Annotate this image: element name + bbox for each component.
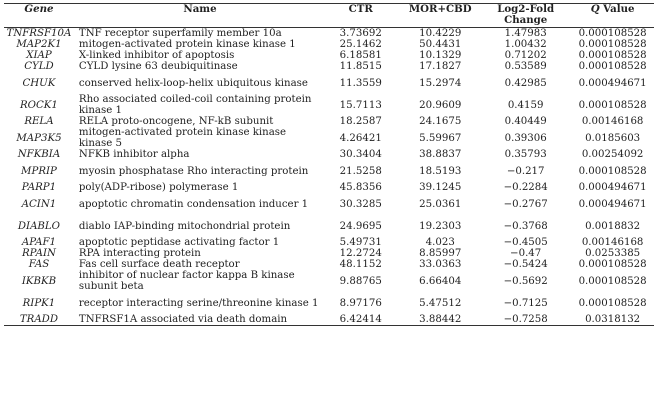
ctr-cell: 3.73692 [339,28,382,39]
mor-cbd-cell: 5.59967 [419,132,462,144]
ctr-cell: 30.3404 [339,149,382,160]
gene-cell: RELA [24,116,54,127]
table-row [4,237,654,248]
header-name: Name [74,4,321,28]
q-value-cell: 0.000108528 [578,259,647,270]
table-row [4,292,654,314]
header-q-value [571,4,654,28]
name-cell: mitogen-activated protein kinase kinase 1 [78,39,296,50]
header-q-rest: Value [599,3,635,15]
mor-cbd-cell: 15.2974 [419,77,462,89]
table-row [4,39,654,50]
gene-cell: MPRIP [21,165,57,177]
header-gene: Gene [4,4,74,28]
gene-cell: CHUK [22,77,56,89]
log2fc-cell: 0.40449 [504,116,547,127]
table-row [4,248,654,259]
mor-cbd-cell: 24.1675 [419,116,462,127]
ctr-cell: 6.42414 [321,314,400,326]
table-body [4,28,654,326]
mor-cbd-cell: 38.8837 [419,149,462,160]
q-value-cell: 0.00146168 [581,237,644,248]
table-header [4,4,654,28]
name-cell: diablo IAP-binding mitochondrial protein [78,220,291,232]
q-value-cell: 0.000108528 [578,99,647,111]
log2fc-cell: −0.217 [506,165,545,177]
ctr-cell: 45.8356 [339,182,382,193]
table-row [4,270,654,292]
q-value-cell: 0.0018832 [585,220,641,232]
q-value-cell: 0.0318132 [571,314,654,326]
q-value-cell: 0.000108528 [578,28,647,39]
mor-cbd-cell: 5.47512 [419,297,462,309]
ctr-cell: 9.88765 [339,275,382,287]
name-cell: CYLD lysine 63 deubiquitinase [78,61,238,72]
mor-cbd-cell: 19.2303 [419,220,462,232]
log2fc-cell: 0.53589 [504,61,547,72]
gene-cell: MAP2K1 [16,39,62,50]
gene-expression-table [4,3,654,326]
log2fc-cell: −0.5692 [503,275,548,287]
q-value-cell: 0.000108528 [578,275,647,287]
q-value-cell: 0.000494671 [578,198,647,210]
q-value-cell: 0.00146168 [581,116,644,127]
q-value-cell: 0.000108528 [578,50,647,61]
table-row [4,72,654,94]
gene-cell: MAP3K5 [16,132,62,144]
log2fc-cell: 0.71202 [504,50,547,61]
ctr-cell: 6.18581 [339,50,382,61]
log2fc-cell: 0.4159 [507,99,544,111]
table-row [4,116,654,127]
log2fc-cell: −0.47 [510,248,542,259]
q-value-cell: 0.000108528 [578,297,647,309]
gene-cell: ROCK1 [19,99,58,111]
log2fc-cell: −0.2284 [503,182,548,193]
name-cell: inhibitor of nuclear factor kappa B kinase subunit beta [78,270,295,292]
mor-cbd-cell: 8.85997 [419,248,462,259]
gene-cell: NFKBIA [17,149,61,160]
ctr-cell: 25.1462 [339,39,382,50]
name-cell: poly(ADP-ribose) polymerase 1 [78,182,239,193]
log2fc-cell: −0.7125 [503,297,548,309]
log2fc-cell: 0.35793 [504,149,547,160]
name-cell: TNFRSF1A associated via death domain [74,314,321,326]
header-row [4,4,654,28]
ctr-cell: 48.1152 [339,259,382,270]
mor-cbd-cell: 4.023 [425,237,455,248]
q-value-cell: 0.000494671 [578,77,647,89]
ctr-cell: 4.26421 [339,132,382,144]
gene-cell: DIABLO [17,220,61,232]
table-row [4,149,654,160]
gene-cell: TNFRSF10A [6,28,72,39]
log2fc-cell: −0.3768 [503,220,548,232]
mor-cbd-cell: 6.66404 [419,275,462,287]
mor-cbd-cell: 50.4431 [419,39,462,50]
ctr-cell: 18.2587 [339,116,382,127]
table-row [4,182,654,193]
table-row [4,193,654,215]
log2fc-cell: 0.39306 [504,132,547,144]
q-value-cell: 0.00254092 [581,149,644,160]
q-value-cell: 0.000494671 [578,182,647,193]
q-value-cell: 0.000108528 [578,61,647,72]
name-cell: RELA proto-oncogene, NF-kB subunit [78,116,274,127]
gene-cell: APAF1 [21,237,57,248]
log2fc-cell: 1.47983 [504,28,547,39]
name-cell: TNF receptor superfamily member 10a [78,28,282,39]
name-cell: X-linked inhibitor of apoptosis [78,50,235,61]
ctr-cell: 8.97176 [339,297,382,309]
log2fc-cell: −0.4505 [503,237,548,248]
log2fc-cell: 1.00432 [504,39,547,50]
table-row [4,314,654,326]
mor-cbd-cell: 20.9609 [419,99,462,111]
table-row [4,259,654,270]
ctr-cell: 5.49731 [339,237,382,248]
name-cell: RPA interacting protein [78,248,201,259]
name-cell: mitogen-activated protein kinase kinase kinase 5 [78,127,287,149]
table-row [4,215,654,237]
gene-cell: TRADD [4,314,74,326]
mor-cbd-cell: 17.1827 [419,61,462,72]
name-cell: Fas cell surface death receptor [78,259,240,270]
mor-cbd-cell: 39.1245 [419,182,462,193]
ctr-cell: 11.8515 [339,61,382,72]
gene-cell: RPAIN [22,248,56,259]
ctr-cell: 11.3559 [339,77,382,89]
q-value-cell: 0.0185603 [585,132,641,144]
log2fc-cell: 0.42985 [504,77,547,89]
ctr-cell: 21.5258 [339,165,382,177]
mor-cbd-cell: 18.5193 [419,165,462,177]
header-log2-fold-change: Log2-Fold Change [480,4,571,28]
q-value-cell: 0.000108528 [578,39,647,50]
ctr-cell: 24.9695 [339,220,382,232]
gene-cell: CYLD [24,61,54,72]
header-q-letter: Q [590,3,600,15]
ctr-cell: 15.7113 [339,99,382,111]
table-row [4,28,654,40]
table-row [4,50,654,61]
q-value-cell: 0.0253385 [585,248,641,259]
log2fc-cell: −0.5424 [503,259,548,270]
mor-cbd-cell: 10.1329 [419,50,462,61]
name-cell: apoptotic chromatin condensation inducer 1 [78,198,309,210]
mor-cbd-cell: 3.88442 [400,314,480,326]
gene-cell: FAS [28,259,50,270]
gene-cell: XIAP [26,50,52,61]
ctr-cell: 12.2724 [339,248,382,259]
mor-cbd-cell: 10.4229 [419,28,462,39]
header-ctr: CTR [321,4,400,28]
table-row [4,61,654,72]
name-cell: NFKB inhibitor alpha [78,149,190,160]
q-value-cell: 0.000108528 [578,165,647,177]
log2fc-cell: −0.2767 [503,198,548,210]
table-row [4,127,654,149]
mor-cbd-cell: 33.0363 [419,259,462,270]
table-row [4,160,654,182]
mor-cbd-cell: 25.0361 [419,198,462,210]
gene-cell: PARP1 [21,182,57,193]
name-cell: apoptotic peptidase activating factor 1 [78,237,280,248]
name-cell: conserved helix-loop-helix ubiquitous kinase [78,77,308,89]
table-row [4,94,654,116]
log2fc-cell: −0.7258 [480,314,571,326]
name-cell: Rho associated coiled-coil containing protein kinase 1 [78,94,312,116]
gene-cell: ACIN1 [21,198,57,210]
gene-cell: IKBKB [21,275,57,287]
ctr-cell: 30.3285 [339,198,382,210]
name-cell: myosin phosphatase Rho interacting protein [78,165,309,177]
gene-cell: RIPK1 [22,297,56,309]
header-mor-cbd: MOR+CBD [400,4,480,28]
name-cell: receptor interacting serine/threonine kinase 1 [78,297,319,309]
